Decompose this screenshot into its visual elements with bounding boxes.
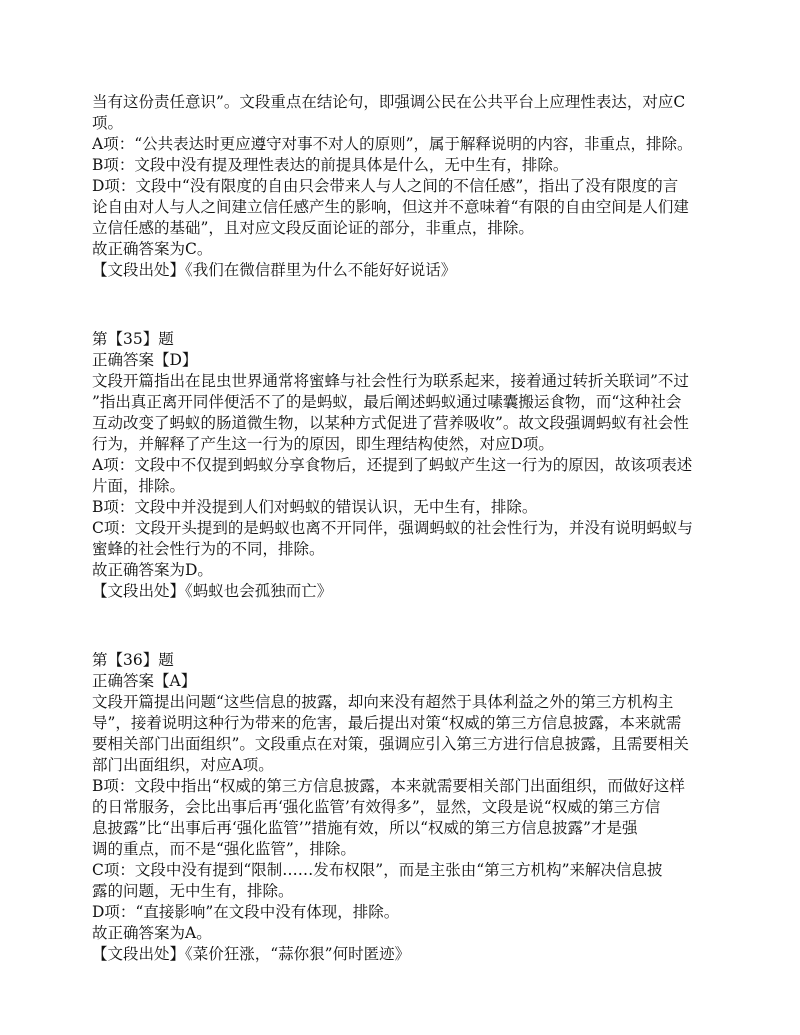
question-35-section xyxy=(92,329,714,602)
text-line: 露的问题，无中生有，排除。 xyxy=(92,882,294,900)
source-line: 【文段出处】《蚂蚁也会孤独而亡》 xyxy=(92,582,333,600)
text-line: 行为，并解释了产生这一行为的原因，即生理结构使然，对应D项。 xyxy=(92,435,554,453)
text-line: 当有这份责任意识”。文段重点在结论句，即强调公民在公共平台上应理性表达，对应C xyxy=(92,93,686,111)
text-line: 要相关部门出面组织”。文段重点在对策，强调应引入第三方进行信息披露，且需要相关 xyxy=(92,735,689,753)
text-line: 故正确答案为A。 xyxy=(92,924,212,942)
text-line: 部门出面组织，对应A项。 xyxy=(92,756,274,774)
text-line: 的日常服务，会比出事后再‘强化监管’有效得多”，显然，文段是说“权威的第三方信 xyxy=(92,798,661,816)
text-line: 片面，排除。 xyxy=(92,477,186,495)
answer-line: 正确答案【D】 xyxy=(92,351,198,369)
text-line: 互动改变了蚂蚁的肠道微生物，以某种方式促进了营养吸收”。故文段强调蚂蚁有社会性 xyxy=(92,414,689,432)
text-line: 故正确答案为D。 xyxy=(92,561,213,579)
text-line: C项：文段中没有提到“限制……发布权限”，而是主张由“第三方机构”来解决信息披 xyxy=(92,861,663,879)
text-line: B项：文段中并没提到人们对蚂蚁的错误认识，无中生有，排除。 xyxy=(92,498,538,516)
question-title: 第【35】题 xyxy=(92,330,174,348)
text-line: D项：“直接影响”在文段中没有体现，排除。 xyxy=(92,903,400,921)
text-line: 蜜蜂的社会性行为的不同，排除。 xyxy=(92,540,325,558)
source-line: 【文段出处】《我们在微信群里为什么不能好好说话》 xyxy=(92,261,457,279)
text-line: 故正确答案为C。 xyxy=(92,240,213,258)
text-line: A项：“公共表达时更应遵守对事不对人的原则”，属于解释说明的内容，非重点，排除。 xyxy=(92,135,693,153)
text-line: C项：文段开头提到的是蚂蚁也离不开同伴，强调蚂蚁的社会性行为，并没有说明蚂蚁与 xyxy=(92,519,693,537)
question-36-section xyxy=(92,650,714,965)
source-line: 【文段出处】《菜价狂涨，“蒜你狠”何时匿迹》 xyxy=(92,945,411,963)
text-line: 论自由对人与人之间建立信任感产生的影响，但这并不意味着“有限的自由空间是人们建 xyxy=(92,198,689,216)
intro-section xyxy=(92,92,714,281)
text-line: 导”，接着说明这种行为带来的危害，最后提出对策“权威的第三方信息披露，本来就需 xyxy=(92,714,682,732)
text-line: 立信任感的基础”，且对应文段反面论证的部分，非重点，排除。 xyxy=(92,219,534,237)
text-line: ”指出真正离开同伴便活不了的是蚂蚁，最后阐述蚂蚁通过嗉囊搬运食物，而“这种社会 xyxy=(92,393,682,411)
text-line: A项：文段中不仅提到蚂蚁分享食物后，还提到了蚂蚁产生这一行为的原因，故该项表述 xyxy=(92,456,693,474)
text-line: 项。 xyxy=(92,114,124,132)
text-line: D项：文段中“没有限度的自由只会带来人与人之间的不信任感”，指出了没有限度的言 xyxy=(92,177,679,195)
text-line: B项：文段中没有提及理性表达的前提具体是什么，无中生有，排除。 xyxy=(92,156,569,174)
text-line: 文段开篇指出在昆虫世界通常将蜜蜂与社会性行为联系起来，接着通过转折关联词”不过 xyxy=(92,372,689,390)
text-line: 息披露”比“出事后再‘强化监管’”措施有效，所以“权威的第三方信息披露”才是强 xyxy=(92,819,638,837)
text-line: 调的重点，而不是“强化监管”，排除。 xyxy=(92,840,356,858)
document-page xyxy=(92,92,714,965)
question-title: 第【36】题 xyxy=(92,651,174,669)
text-line: B项：文段中指出“权威的第三方信息披露，本来就需要相关部门出面组织，而做好这样 xyxy=(92,777,685,795)
text-line: 文段开篇提出问题“这些信息的披露，却向来没有超然于具体利益之外的第三方机构主 xyxy=(92,693,674,711)
answer-line: 正确答案【A】 xyxy=(92,672,197,690)
